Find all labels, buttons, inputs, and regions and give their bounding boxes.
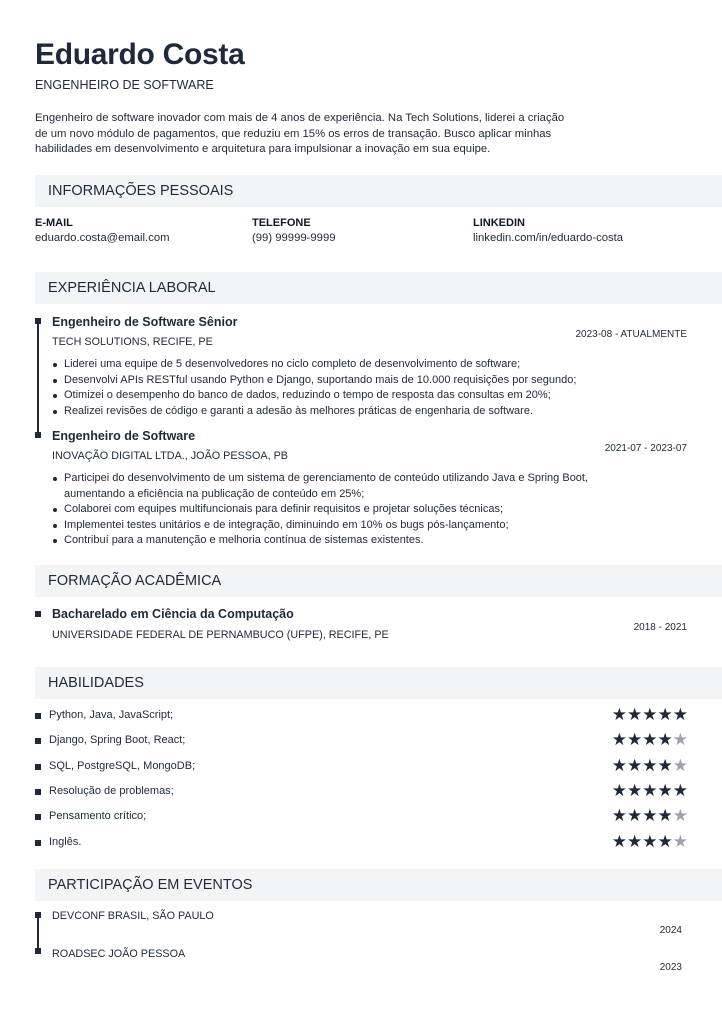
job-company: TECH SOLUTIONS, RECIFE, PE (52, 336, 213, 348)
skill-name: Django, Spring Boot, React; (49, 734, 186, 747)
star-filled-icon: ★ (672, 780, 688, 800)
section-events (35, 869, 722, 901)
star-filled-icon: ★ (627, 806, 643, 826)
star-filled-icon: ★ (642, 730, 658, 750)
skill-name: Pensamento crítico; (49, 810, 147, 823)
star-filled-icon: ★ (657, 705, 673, 724)
star-filled-icon: ★ (611, 755, 627, 775)
job-company: INOVAÇÃO DIGITAL LTDA., JOÃO PESSOA, PB (52, 450, 288, 462)
star-filled-icon: ★ (642, 780, 658, 800)
star-filled-icon: ★ (657, 831, 673, 851)
candidate-role: ENGENHEIRO DE SOFTWARE (35, 78, 214, 92)
skill-row (35, 806, 690, 826)
section-title: INFORMAÇÕES PESSOAIS (48, 183, 234, 199)
section-title: FORMAÇÃO ACADÊMICA (48, 573, 222, 589)
star-filled-icon: ★ (642, 755, 658, 775)
skill-bullet (35, 814, 41, 820)
star-filled-icon: ★ (642, 806, 658, 826)
star-filled-icon: ★ (611, 705, 627, 724)
event-year: 2024 (659, 925, 682, 936)
event-name: ROADSEC JOÃO PESSOA (52, 948, 186, 960)
skill-rating (612, 833, 688, 851)
event-name: DEVCONF BRASIL, SÃO PAULO (52, 910, 214, 922)
job-bullet: Liderei uma equipe de 5 desenvolvedores no ciclo completo de desenvolvimento de software; (52, 357, 612, 373)
job-bullet: Colaborei com equipes multifuncionais para definir requisitos e projetar soluções técnicas; (52, 502, 612, 518)
school-name: UNIVERSIDADE FEDERAL DE PERNAMBUCO (UFPE), RECIFE, PE (52, 629, 389, 641)
timeline-marker (35, 912, 41, 918)
star-filled-icon: ★ (627, 755, 643, 775)
education-dates: 2018 - 2021 (633, 622, 687, 633)
linkedin-value: linkedin.com/in/eduardo-costa (473, 232, 624, 244)
skill-rating (612, 757, 688, 775)
star-filled-icon: ★ (672, 705, 688, 724)
candidate-name: Eduardo Costa (35, 38, 245, 71)
email-label: E-MAIL (35, 217, 73, 229)
job-dates: 2021-07 - 2023-07 (604, 443, 687, 454)
star-empty-icon: ★ (672, 806, 688, 826)
skill-row (35, 755, 690, 775)
job-title: Engenheiro de Software Sênior (52, 315, 238, 329)
timeline-marker (35, 948, 41, 954)
skill-bullet (35, 764, 41, 770)
star-filled-icon: ★ (642, 705, 658, 724)
skill-rating (612, 782, 688, 800)
skill-bullet (35, 840, 41, 846)
profile-summary: Engenheiro de software inovador com mais de 4 anos de experiência. Na Tech Solutions, liderei a criação de um novo módulo de pagamentos, que reduziu em 15% os erros de transação. Busco aplicar minhas habilidades em desenvolvimento e arquitetura para impulsionar a inovação em sua equipe. (35, 112, 565, 155)
skill-bullet (35, 789, 41, 795)
star-filled-icon: ★ (611, 806, 627, 826)
skill-name: Resolução de problemas; (49, 784, 174, 797)
skill-bullet (35, 738, 41, 744)
job-bullets (52, 471, 612, 549)
phone-label: TELEFONE (252, 217, 311, 229)
job-bullet: Otimizei o desempenho do banco de dados, reduzindo o tempo de resposta das consultas em 20%; (52, 388, 612, 404)
degree-title: Bacharelado em Ciência da Computação (52, 607, 294, 621)
linkedin-label: LINKEDIN (473, 217, 525, 229)
email-value: eduardo.costa@email.com (35, 232, 170, 244)
job-bullet: Desenvolvi APIs RESTful usando Python e Django, suportando mais de 10.000 requisições por segundo; (52, 373, 612, 389)
skill-rating (612, 807, 688, 825)
skill-name: SQL, PostgreSQL, MongoDB; (49, 759, 196, 772)
skill-row (35, 831, 690, 851)
star-filled-icon: ★ (657, 730, 673, 750)
star-filled-icon: ★ (642, 831, 658, 851)
star-filled-icon: ★ (657, 780, 673, 800)
timeline-marker (35, 432, 41, 438)
star-filled-icon: ★ (611, 780, 627, 800)
skill-name: Python, Java, JavaScript; (49, 709, 174, 721)
job-title: Engenheiro de Software (52, 429, 196, 443)
star-filled-icon: ★ (611, 730, 627, 750)
star-filled-icon: ★ (627, 831, 643, 851)
experience-timeline (37, 318, 39, 438)
event-year: 2023 (659, 962, 682, 973)
star-filled-icon: ★ (657, 755, 673, 775)
events-timeline (37, 912, 39, 952)
section-title: PARTICIPAÇÃO EM EVENTOS (48, 877, 253, 893)
star-empty-icon: ★ (672, 831, 688, 851)
section-title: HABILIDADES (48, 675, 144, 691)
timeline-marker (35, 318, 41, 324)
skill-rating (612, 706, 688, 724)
skill-name: Inglês. (49, 835, 82, 848)
skill-row (35, 780, 690, 800)
section-experience (35, 272, 722, 304)
star-empty-icon: ★ (672, 755, 688, 775)
star-filled-icon: ★ (627, 780, 643, 800)
star-filled-icon: ★ (627, 705, 643, 724)
job-bullet: Participei do desenvolvimento de um sistema de gerenciamento de conteúdo utilizando Java e Spring Boot, aumentando a eficiência na publicação de conteúdo em 25%; (52, 471, 612, 502)
star-filled-icon: ★ (627, 730, 643, 750)
job-bullets (52, 357, 612, 419)
section-skills (35, 667, 722, 699)
job-bullet: Realizei revisões de código e garanti a adesão às melhores práticas de engenharia de software. (52, 404, 612, 420)
section-personal-info (35, 175, 722, 207)
star-empty-icon: ★ (672, 730, 688, 750)
star-filled-icon: ★ (611, 831, 627, 851)
section-title: EXPERIÊNCIA LABORAL (48, 280, 216, 296)
skill-rating (612, 731, 688, 749)
job-bullet: Implementei testes unitários e de integração, diminuindo em 10% os bugs pós-lançamento; (52, 518, 612, 534)
skill-bullet (35, 713, 41, 719)
skill-row (35, 730, 690, 750)
job-bullet: Contribuí para a manutenção e melhoria contínua de sistemas existentes. (52, 533, 612, 549)
education-marker (35, 611, 41, 617)
star-filled-icon: ★ (657, 806, 673, 826)
section-education (35, 565, 722, 597)
phone-value: (99) 99999-9999 (252, 232, 336, 244)
skill-row (35, 705, 690, 724)
job-dates: 2023-08 - ATUALMENTE (575, 329, 687, 340)
